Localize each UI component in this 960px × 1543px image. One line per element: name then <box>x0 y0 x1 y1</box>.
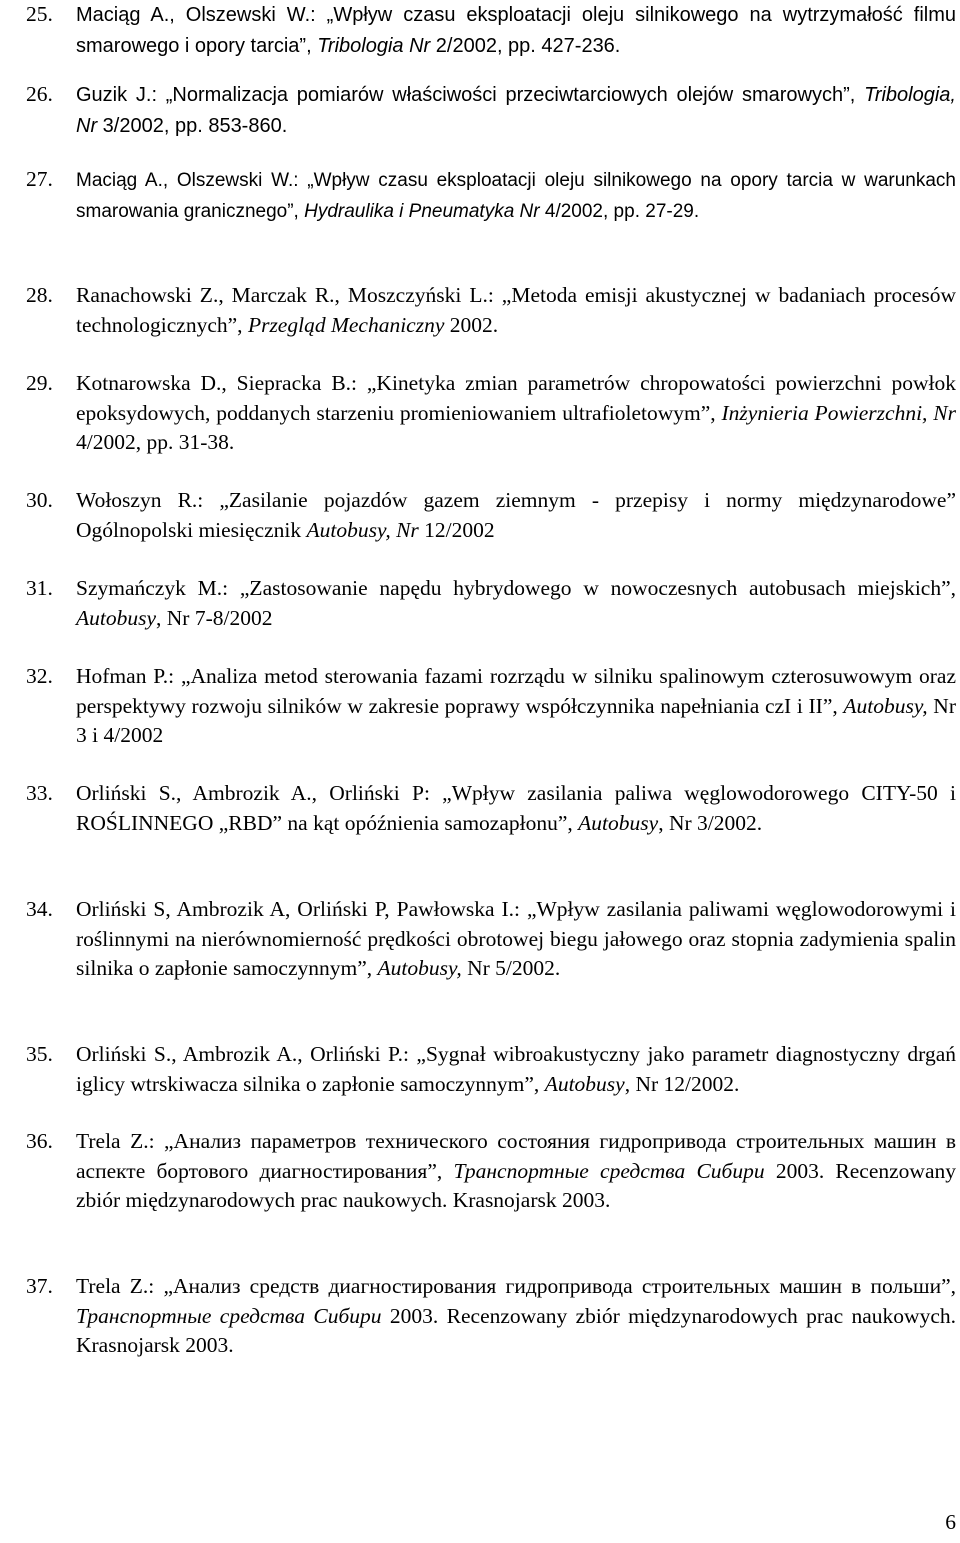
reference-text <box>76 662 956 751</box>
reference-text <box>76 1272 956 1361</box>
reference-item <box>26 165 956 226</box>
reference-item <box>26 895 956 984</box>
reference-segment: Guzik J.: „Normalizacja pomiarów właściwości przeciwtarciowych olejów smarowych”, <box>76 84 865 106</box>
reference-item <box>26 0 956 61</box>
reference-segment: 2003. Recenzowany zbiór międzynarodowych prac naukowych. Krasnojarsk 2003. <box>76 1158 956 1212</box>
reference-segment: Транспортные средства Сибири <box>453 1158 776 1183</box>
reference-number: 37. <box>26 1274 53 1298</box>
reference-text <box>76 281 956 340</box>
reference-segment: 2003. Recenzowany zbiór międzynarodowych prac naukowych. Krasnojarsk 2003. <box>76 1303 956 1357</box>
reference-number: 31. <box>26 576 53 600</box>
reference-segment: Kotnarowska D., Siepracka B.: „Kinetyka zmian parametrów chropowatości powierzchni powłok epoksydowych, poddanych starzeniu promieniowaniem ultrafioletowym”, <box>76 371 956 425</box>
reference-item <box>26 1040 956 1099</box>
reference-item <box>26 662 956 751</box>
reference-number: 28. <box>26 283 53 307</box>
reference-text <box>76 0 956 61</box>
reference-number: 34. <box>26 897 53 921</box>
reference-segment: Autobusy, <box>377 956 462 980</box>
reference-text <box>76 486 956 545</box>
reference-text <box>76 895 956 984</box>
reference-segment: 12/2002 <box>424 517 495 542</box>
reference-segment: 3/2002, pp. 853-860. <box>102 114 288 137</box>
reference-segment: Hofman P.: „Analiza metod sterowania fazami rozrządu w silniku spalinowym czterosuwowym oraz perspektywy rozwoju silników w zakresie poprawy współczynnika napełniania czI i II”, <box>76 664 956 718</box>
reference-item <box>26 1127 956 1216</box>
reference-item <box>26 486 956 545</box>
reference-segment: Inżynieria Powierzchni, Nr <box>721 400 956 425</box>
reference-segment: 4/2002, pp. 31-38. <box>76 430 235 454</box>
reference-number: 35. <box>26 1042 53 1066</box>
reference-segment: Autobusy <box>76 605 157 630</box>
reference-segment: Maciąg A., Olszewski W.: „Wpływ czasu eksploatacji oleju silnikowego na opory tarcia w warunkach smarowania granicznego”, <box>76 170 956 222</box>
reference-segment: Orliński S., Ambrozik A., Orliński P.: „Sygnał wibroakustyczny jako parametr diagnostyczny drgań iglicy wtrskiwacza silnika o zapłonie samoczynnym”, <box>76 1042 956 1096</box>
reference-segment: Orliński S, Ambrozik A, Orliński P, Pawłowska I.: „Wpływ zasilania paliwami węglowodorowymi i roślinnymi na nierównomierność prędkości obrotowej biegu jałowego oraz stopnia zadymienia spalin silnika o zapłonie samoczynnym”, <box>76 897 956 980</box>
reference-number: 27. <box>26 167 53 191</box>
reference-segment: Nr 3 i 4/2002 <box>76 693 956 747</box>
reference-segment: Tribologia Nr <box>317 34 436 57</box>
reference-segment: Транспортные средства Сибири <box>76 1303 390 1328</box>
reference-text <box>76 1127 956 1216</box>
reference-segment: 2/2002, pp. 427-236. <box>435 34 621 57</box>
reference-segment: Nr 5/2002. <box>461 956 561 980</box>
reference-segment: Trela Z.: „Анализ средств диагностирования гидропривода строительных машин в польши”, <box>76 1274 956 1298</box>
reference-segment: , Nr 3/2002. <box>658 810 763 835</box>
reference-text <box>76 779 956 838</box>
reference-number: 30. <box>26 488 53 512</box>
reference-segment: , Nr 7-8/2002 <box>156 605 273 630</box>
reference-segment: Wołoszyn R.: „Zasilanie pojazdów gazem ziemnym - przepisy i normy międzynarodowe” Ogólnopolski miesięcznik <box>76 488 956 542</box>
reference-segment: Autobusy <box>578 810 659 835</box>
reference-text <box>76 1040 956 1099</box>
reference-segment: Orliński S., Ambrozik A., Orliński P: „Wpływ zasilania paliwa węglowodorowego CITY-50 i ROŚLINNEGO „RBD” na kąt opóźnienia samozapłonu”, <box>76 781 956 835</box>
reference-number: 26. <box>26 82 53 106</box>
reference-segment: Maciąg A., Olszewski W.: „Wpływ czasu eksploatacji oleju silnikowego na wytrzymałość filmu smarowego i opory tarcia”, <box>76 4 956 57</box>
reference-segment: Przegląd Mechaniczny <box>247 312 450 337</box>
reference-item <box>26 80 956 141</box>
reference-segment: Autobusy, <box>843 693 934 718</box>
reference-number: 25. <box>26 2 53 26</box>
reference-segment: Hydraulika i Pneumatyka Nr <box>304 200 545 222</box>
reference-number: 33. <box>26 781 53 805</box>
reference-segment: Autobusy <box>544 1071 625 1096</box>
reference-segment: Ranachowski Z., Marczak R., Moszczyński L.: „Metoda emisji akustycznej w badaniach procesów technologicznych”, <box>76 283 956 337</box>
reference-segment: 2002. <box>449 312 499 337</box>
reference-item <box>26 369 956 458</box>
reference-item <box>26 574 956 633</box>
reference-item <box>26 281 956 340</box>
reference-segment: , Nr 12/2002. <box>624 1071 740 1096</box>
reference-segment: Szymańczyk M.: „Zastosowanie napędu hybrydowego w nowoczesnych autobusach miejskich”, <box>76 576 956 600</box>
reference-number: 32. <box>26 664 53 688</box>
reference-item <box>26 1272 956 1361</box>
reference-text <box>76 165 956 226</box>
reference-item <box>26 779 956 838</box>
page-number: 6 <box>945 1510 956 1534</box>
reference-segment: 4/2002, pp. 27-29. <box>544 200 700 222</box>
reference-text <box>76 369 956 458</box>
reference-segment: Trela Z.: „Анализ параметров технического состояния гидропривода строительных машин в аспекте бортового диагностирования”, <box>76 1129 956 1183</box>
reference-number: 29. <box>26 371 53 395</box>
reference-number: 36. <box>26 1129 53 1153</box>
reference-segment: Autobusy, Nr <box>306 517 425 542</box>
reference-segment: Tribologia, Nr <box>76 84 956 137</box>
reference-text <box>76 574 956 633</box>
reference-text <box>76 80 956 141</box>
